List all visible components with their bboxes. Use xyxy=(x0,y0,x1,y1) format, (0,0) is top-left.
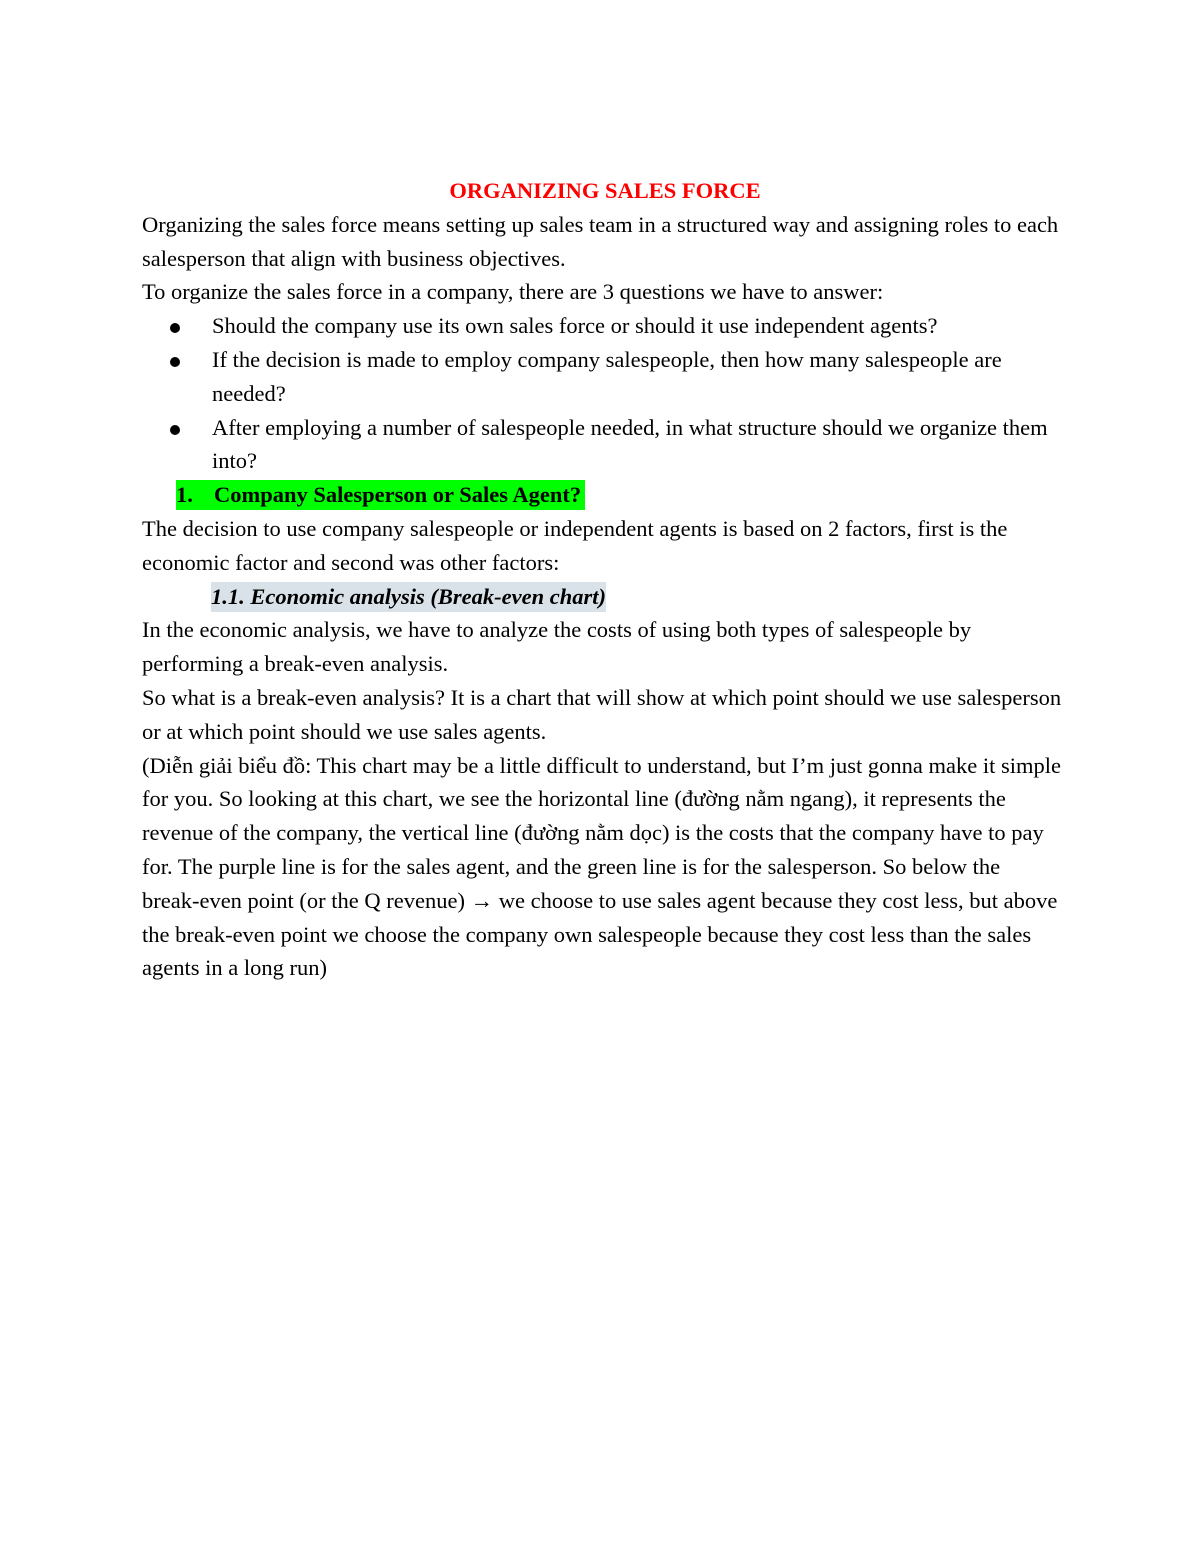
document-page xyxy=(142,174,1062,985)
subsection-1-1-heading xyxy=(142,580,1062,614)
section-1-heading xyxy=(142,478,1062,512)
bullet-icon xyxy=(170,323,180,333)
bullet-icon xyxy=(170,425,180,435)
intro-paragraph: Organizing the sales force means setting up sales team in a structured way and assigning roles to each salesperson that align with business objectives. xyxy=(142,211,1059,271)
section-1-paragraph: The decision to use company salespeople or independent agents is based on 2 factors, first is the economic factor and second was other factors: xyxy=(142,515,1008,575)
list-item xyxy=(142,411,1062,479)
bullet-icon xyxy=(170,357,180,367)
subsection-1-1-highlight: 1.1. Economic analysis (Break-even chart) xyxy=(211,582,606,612)
section-1-heading-text: Company Salesperson or Sales Agent? xyxy=(214,482,582,508)
section-1-number: 1. xyxy=(176,482,193,508)
questions-intro-paragraph: To organize the sales force in a company, there are 3 questions we have to answer: xyxy=(142,279,884,305)
document-title: ORGANIZING SALES FORCE xyxy=(449,178,761,203)
subsection-1-1-paragraph-1: In the economic analysis, we have to analyze the costs of using both types of salespeople by performing a break-even analysis. xyxy=(142,617,972,677)
questions-list xyxy=(142,309,1062,478)
list-item-text: If the decision is made to employ company salespeople, then how many salespeople are needed? xyxy=(212,346,1002,406)
list-item xyxy=(142,343,1062,411)
list-item-text: After employing a number of salespeople needed, in what structure should we organize them into? xyxy=(212,414,1048,474)
list-item-text: Should the company use its own sales force or should it use independent agents? xyxy=(212,313,938,339)
section-1-highlight xyxy=(176,480,585,510)
subsection-1-1-paragraph-3: (Diễn giải biểu đồ: This chart may be a little difficult to understand, but I’m just gonna make it simple for you. So looking at this chart, we see the horizontal line (đường nằm ngang), it represents the revenue of the company, the vertical line (đường nằm dọc) is the costs that the company have to pay for. The purple line is for the sales agent, and the green line is for the salesperson. So below the break-even point (or the Q revenue) → we choose to use sales agent because they cost less, but above the break-even point we choose the company own salespeople because they cost less than the sales agents in a long run) xyxy=(142,752,1061,981)
list-item xyxy=(142,309,1062,343)
subsection-1-1-paragraph-2: So what is a break-even analysis? It is a chart that will show at which point should we use salesperson or at which point should we use sales agents. xyxy=(142,684,1062,744)
